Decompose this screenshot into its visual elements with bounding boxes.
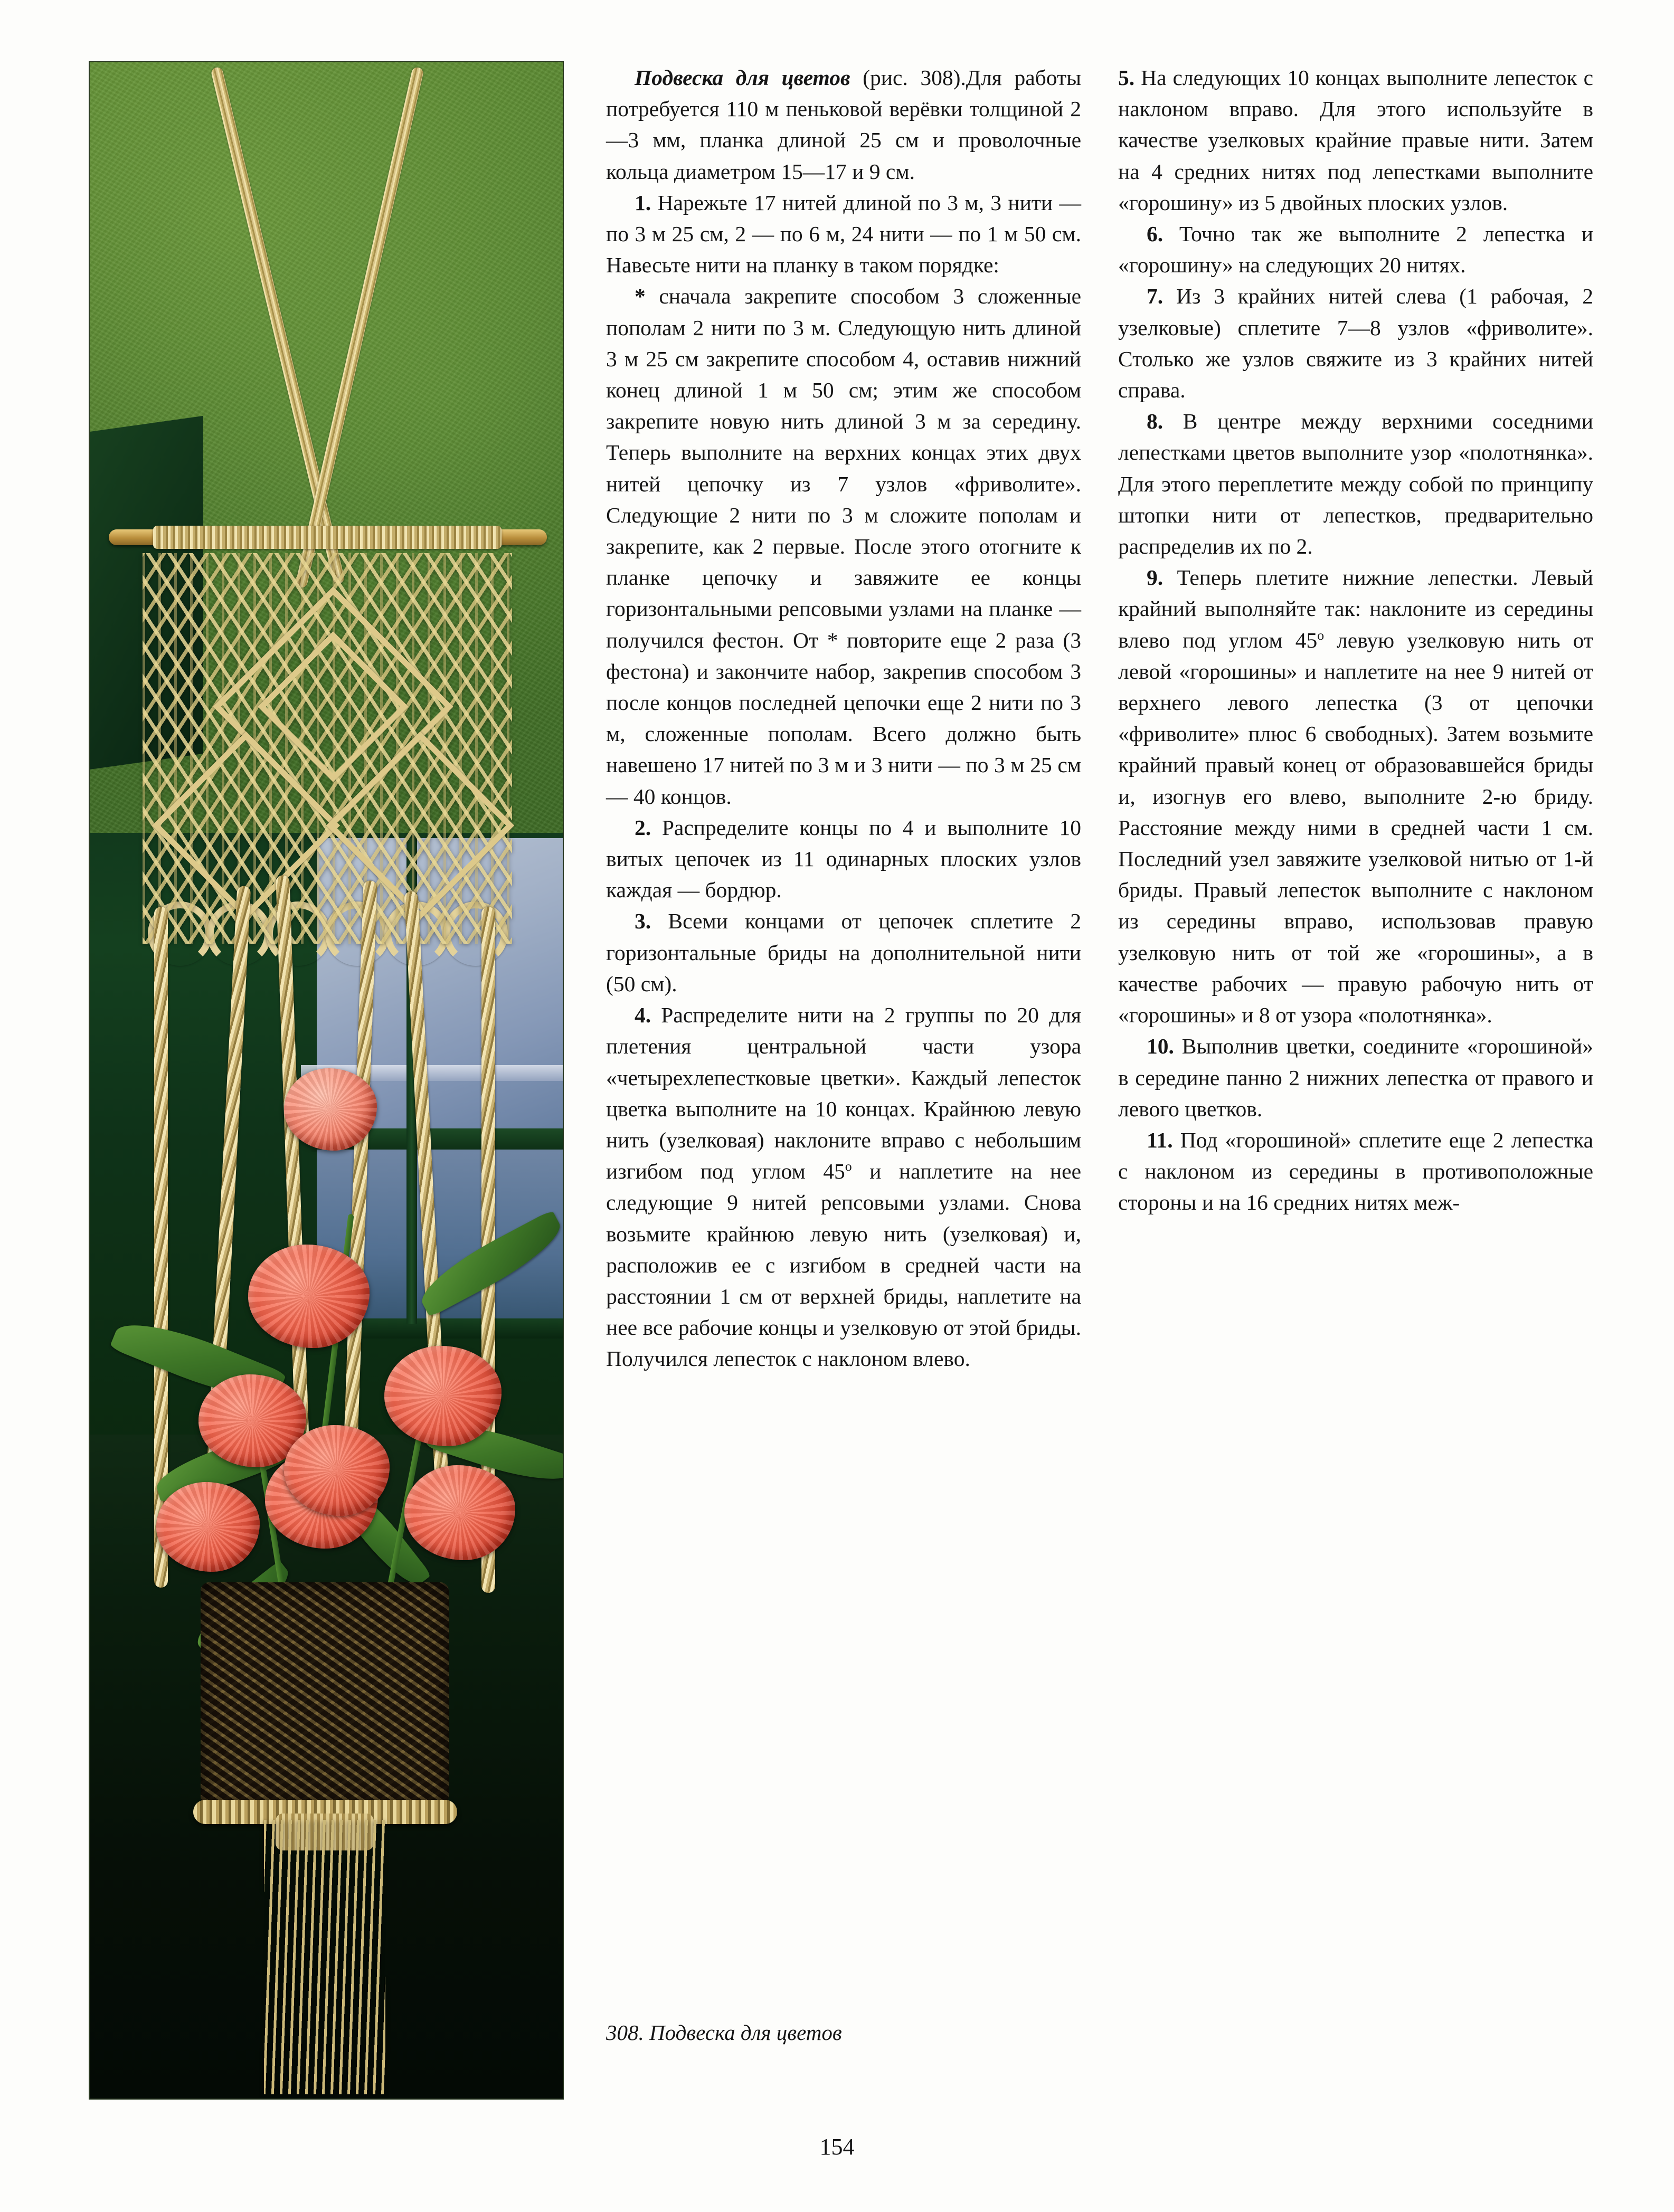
step-10-text: Выполнив цветки, соедините «горошиной» в середине панно 2 нижних лепестка от правого и левого цветков. [1118, 1034, 1593, 1121]
step-1 [606, 187, 1081, 281]
figure-flower-hanger [90, 62, 563, 2099]
article-opening-paragraph [606, 62, 1081, 187]
step-7-number: 7. [1147, 284, 1164, 309]
text-column-right [1118, 62, 1593, 1219]
photo-carnation-6 [156, 1482, 260, 1572]
step-11 [1118, 1125, 1593, 1219]
step-asterisk-text: сначала закрепите способом 3 сложенные пополам 2 нити по 3 м. Следующую нить длиной 3 м 25 см закрепите способом 4, оставив нижний конец длиной 1 м 50 см; этим же способом закрепите новую нить длиной 3 м за середину. Теперь выполните на верхних концах этих двух нитей цепочку из 7 узлов «фриволите». Следующие 2 нити по 3 м сложите пополам и закрепите, как 2 первые. После этого отогните к планке цепочку и завяжите ее концы горизонтальными репсовыми узлами на планке — получился фестон. От * повторите еще 2 раза (3 фестона) и закончите набор, закрепив способом 3 после концов последней цепочки еще 2 нити по 3 м, сложенные пополам. Всего должно быть навешено 17 нитей по 3 м и 3 нити — по 3 м 25 см — 40 концов. [606, 284, 1081, 809]
photo-carnation-3 [384, 1346, 502, 1446]
step-4-number: 4. [635, 1003, 651, 1028]
step-9-text-continued: левую узелковую нить от левой «горошины» и наплетите на нее 9 нитей от верхнего левого лепестка (3 от цепочки «фриволите» плюс 6 свободных). Затем возьмите крайний правый конец от образовавшейся бриды и, изогнув его влево, выполните 2-ю бриду. Расстояние между ними в средней части 1 см. Последний узел завяжите узелковой нитью от 1-й бриды. Правый лепесток выполните с наклоном из середины вправо, использовав правую узелковую нить от той же «горошины», а в качестве рабочих — правую рабочую нить от «горошины» и 8 от узора «полотнянка». [1118, 628, 1593, 1028]
step-4 [606, 1000, 1081, 1374]
photograph [90, 62, 563, 2099]
step-5-number: 5. [1118, 65, 1135, 90]
step-1-number: 1. [635, 190, 651, 215]
photo-carnation-8 [284, 1425, 390, 1516]
step-3-text: Всеми концами от цепочек сплетите 2 горизонтальные бриды на дополнительной нити (50 см). [606, 909, 1081, 996]
step-8-number: 8. [1147, 409, 1164, 434]
article-intro: Для работы потребуется 110 м пеньковой верёвки толщиной 2—3 мм, планка длиной 25 см и проволочные кольца диаметром 15—17 и 9 см. [606, 65, 1081, 184]
step-4-text-continued: и наплетите на нее следующие 9 нитей репсовыми узлами. Снова возьмите крайнюю левую нить (узелковая) и, расположив ее с изгибом в средней части на расстоянии 1 см от верхней бриды, наплетите на нее все рабочие концы и узелковую от этой бриды. Получился лепесток с наклоном влево. [606, 1159, 1081, 1371]
step-11-text: Под «горошиной» сплетите еще 2 лепестка с наклоном из середины в противоположные стороны и на 16 средних нитях меж- [1118, 1127, 1593, 1215]
step-3-number: 3. [635, 909, 651, 934]
step-2-text: Распределите концы по 4 и выполните 10 витых цепочек из 11 одинарных плоских узлов каждая — бордюр. [606, 815, 1081, 903]
step-2-number: 2. [635, 815, 651, 840]
step-5-text: На следующих 10 концах выполните лепесток с наклоном вправо. Для этого используйте в качестве узелковых крайние правые нити. Затем на 4 средних нитях под лепестками выполните «горошину» из 5 двойных плоских узлов. [1118, 65, 1593, 215]
step-9 [1118, 562, 1593, 1031]
step-10-number: 10. [1147, 1034, 1174, 1059]
figure-caption: 308. Подвеска для цветов [606, 2020, 842, 2045]
article-title-suffix: (рис. 308). [850, 65, 966, 90]
step-7-text: Из 3 крайних нитей слева (1 рабочая, 2 узелковые) сплетите 7—8 узлов «фриволите». Столько же узлов свяжите из 3 крайних нитей справа. [1118, 284, 1593, 403]
macrame-tassel-fringe [264, 1820, 385, 2094]
step-5 [1118, 62, 1593, 219]
macrame-dowel-wrapping [153, 526, 502, 549]
photo-carnation-2 [248, 1245, 370, 1348]
text-column-middle [606, 62, 1081, 1375]
step-9-number: 9. [1147, 565, 1164, 590]
step-11-number: 11. [1147, 1127, 1173, 1152]
step-1-text: Нарежьте 17 нитей длиной по 3 м, 3 нити — по 3 м 25 см, 2 — по 6 м, 24 нити — по 1 м 50 см. Навесьте нити на планку в таком порядке: [606, 190, 1081, 278]
step-2 [606, 812, 1081, 906]
step-asterisk [606, 281, 1081, 812]
page-number: 154 [819, 2134, 855, 2160]
step-9-degree-sign: o [1317, 627, 1325, 643]
step-4-degree-sign: o [845, 1159, 852, 1174]
macrame-basket [201, 1582, 449, 1809]
photo-carnation-7 [404, 1465, 515, 1560]
step-4-text: Распределите нити на 2 группы по 20 для плетения центральной части узора «четырехлепестковые цветки». Каждый лепесток цветка выполните на 10 концах. Крайнюю левую нить (узелковая) наклоните вправо с небольшим изгибом под углом 45 [606, 1003, 1081, 1184]
step-7 [1118, 281, 1593, 406]
step-6-text: Точно так же выполните 2 лепестка и «горошину» на следующих 20 нитях. [1118, 222, 1593, 278]
step-6 [1118, 219, 1593, 281]
step-10 [1118, 1031, 1593, 1125]
step-asterisk-marker: * [635, 284, 646, 309]
step-8 [1118, 406, 1593, 562]
article-title: Подвеска для цветов [635, 65, 850, 90]
step-8-text: В центре между верхними соседними лепестками цветов выполните узор «полотнянка». Для этого переплетите между собой по принципу штопки нити от лепестков, предварительно распределив их по 2. [1118, 409, 1593, 559]
photo-carnation-1 [284, 1068, 377, 1151]
macrame-picot-row [148, 479, 507, 532]
step-6-number: 6. [1147, 222, 1164, 246]
step-3 [606, 906, 1081, 1000]
step-9-text: Теперь плетите нижние лепестки. Левый крайний выполняйте так: наклоните из середины влево под углом 45 [1118, 565, 1593, 652]
